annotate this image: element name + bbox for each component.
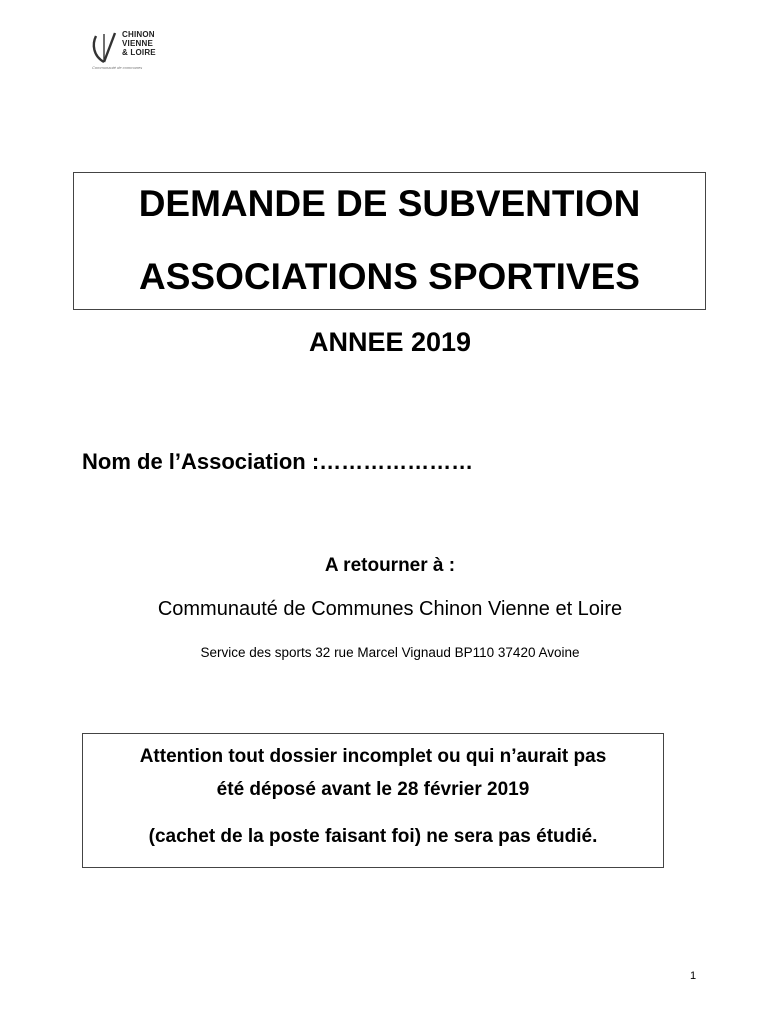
deadline-notice-box — [82, 733, 664, 868]
notice-line-2: été déposé avant le 28 février 2019 — [216, 779, 530, 800]
notice-line-1: Attention tout dossier incomplet ou qui n’aurait pas — [139, 746, 607, 767]
association-name-field: Nom de l’Association :………………… — [82, 449, 474, 474]
logo-text-line3: & LOIRE — [122, 48, 156, 57]
organisation-name: Communauté de Communes Chinon Vienne et Loire — [157, 598, 623, 620]
title-line-1: DEMANDE DE SUBVENTION — [138, 183, 641, 224]
return-to-heading: A retourner à : — [324, 555, 456, 576]
logo-mark-icon — [90, 30, 120, 66]
notice-line-3: (cachet de la poste faisant foi) ne sera pas étudié. — [148, 826, 598, 847]
logo-text-line2: VIENNE — [122, 39, 153, 48]
year-heading: ANNEE 2019 — [308, 327, 472, 357]
logo-text-line1: CHINON — [122, 30, 155, 39]
title-box — [73, 172, 706, 310]
logo-chinon-vienne-loire — [90, 28, 170, 74]
title-line-2: ASSOCIATIONS SPORTIVES — [139, 256, 640, 297]
postal-address: Service des sports 32 rue Marcel Vignaud BP110 37420 Avoine — [200, 645, 580, 660]
logo-tagline: Communauté de communes — [92, 65, 143, 70]
page-number: 1 — [690, 970, 697, 982]
